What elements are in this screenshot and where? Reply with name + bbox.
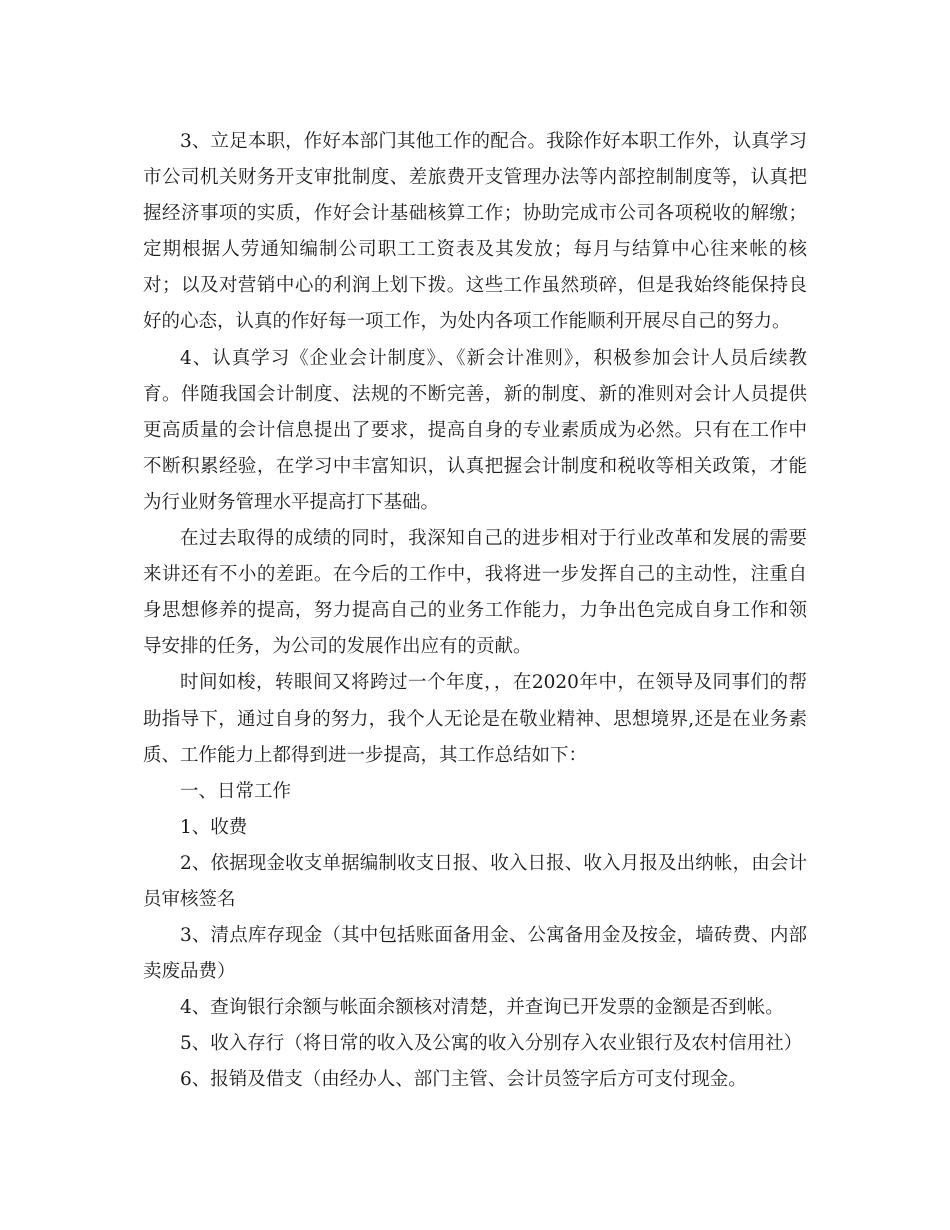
paragraph-item-4: 4、认真学习《企业会计制度》、《新会计准则》，积极参加会计人员后续教育。伴随我国会计制度、法规的不断完善，新的制度、新的准则对会计人员提供更高质量的会计信息提出了要求，提高自身的专业素质成为必然。只有在工作中不断积累经验，在学习中丰富知识，认真把握会计制度和税收等相关政策，才能为行业财务管理水平提高打下基础。	[143, 347, 807, 513]
list-item-daily-reports: 2、依据现金收支单据编制收支日报、收入日报、收入月报及出纳帐，由会计员审核签名	[143, 852, 807, 910]
list-item-deposit: 5、收入存行（将日常的收入及公寓的收入分别存入农业银行及农村信用社）	[180, 1033, 803, 1055]
list-item-charging: 1、收费	[180, 816, 248, 838]
list-item-reimbursement: 6、报销及借支（由经办人、部门主管、会计员签字后方可支付现金。	[180, 1069, 747, 1091]
list-item-cash-count: 3、清点库存现金（其中包括账面备用金、公寓备用金及按金，墙砖费、内部卖废品费）	[143, 925, 807, 983]
paragraph-summary-intro: 时间如梭，转眼间又将跨过一个年度，，在2020年中，在领导及同事们的帮助指导下，通过自身的努力，我个人无论是在敬业精神、思想境界,还是在业务素质、工作能力上都得到进一步提高，其工作总结如下：	[143, 672, 807, 766]
paragraph-item-3: 3、立足本职，作好本部门其他工作的配合。我除作好本职工作外，认真学习市公司机关财务开支审批制度、差旅费开支管理办法等内部控制制度等，认真把握经济事项的实质，作好会计基础核算工作；协助完成市公司各项税收的解缴；定期根据人劳通知编制公司职工工资表及其发放；每月与结算中心往来帐的核对；以及对营销中心的利润上划下拨。这些工作虽然琐碎，但是我始终能保持良好的心态，认真的作好每一项工作，为处内各项工作能顺利开展尽自己的努力。	[143, 131, 807, 333]
section-heading-daily-work: 一、日常工作	[180, 780, 292, 802]
list-item-bank-check: 4、查询银行余额与帐面余额核对清楚，并查询已开发票的金额是否到帐。	[180, 997, 784, 1019]
document-body	[143, 124, 807, 1099]
paragraph-reflection: 在过去取得的成绩的同时，我深知自己的进步相对于行业改革和发展的需要来讲还有不小的差距。在今后的工作中，我将进一步发挥自己的主动性，注重自身思想修养的提高，努力提高自己的业务工作能力，力争出色完成自身工作和领导安排的任务，为公司的发展作出应有的贡献。	[143, 528, 807, 658]
